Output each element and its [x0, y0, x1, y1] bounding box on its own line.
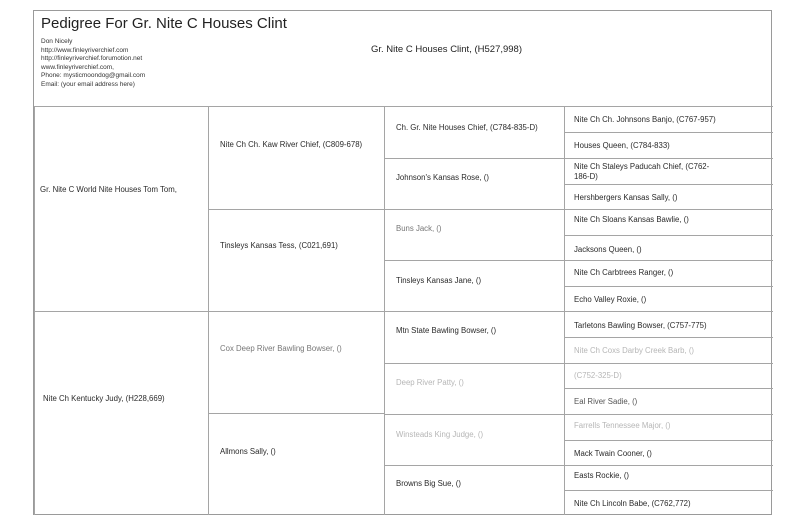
gen4-cell [564, 106, 773, 132]
gen2-name: Tinsleys Kansas Tess, (C021,691) [220, 241, 338, 250]
gen3-cell [384, 363, 564, 414]
gen4-cell [564, 363, 773, 388]
gen4-cell [564, 337, 773, 363]
dam-cell [34, 311, 208, 515]
gen4-name: Tarletons Bawling Bowser, (C757-775) [574, 321, 707, 330]
gen4-cell [564, 388, 773, 414]
gen3-cell [384, 260, 564, 311]
gen4-cell [564, 311, 773, 337]
gen4-cell [564, 184, 773, 209]
owner-website[interactable]: www.finleyriverchief.com, [41, 63, 114, 71]
gen3-name: Browns Big Sue, () [396, 479, 461, 488]
gen3-cell [384, 465, 564, 515]
gen3-name: Johnson's Kansas Rose, () [396, 173, 489, 182]
gen3-name: Ch. Gr. Nite Houses Chief, (C784-835-D) [396, 123, 538, 132]
gen4-name: Hershbergers Kansas Sally, () [574, 193, 678, 202]
gen4-name: Easts Rockie, () [574, 471, 630, 480]
owner-link[interactable]: http://www.finleyriverchief.com [41, 46, 129, 54]
gen3-cell [384, 158, 564, 209]
gen3-cell [384, 106, 564, 158]
gen4-cell [564, 465, 773, 490]
gen2-cell [208, 413, 384, 515]
gen4-name: Nite Ch Coxs Darby Creek Barb, () [574, 346, 695, 355]
gen2-name: Cox Deep River Bawling Bowser, () [220, 344, 342, 353]
gen3-name: Buns Jack, () [396, 224, 442, 233]
gen3-name: Tinsleys Kansas Jane, () [396, 276, 482, 285]
gen2-name: Allmons Sally, () [220, 447, 276, 456]
gen4-name: Nite Ch Staleys Paducah Chief, (C762- [574, 162, 710, 171]
gen4-name: Nite Ch Sloans Kansas Bawlie, () [574, 215, 689, 224]
owner-info [41, 38, 145, 90]
gen4-name: Eal River Sadie, () [574, 397, 638, 406]
gen4-cell [564, 209, 773, 235]
gen4-cell [564, 286, 773, 311]
gen4-name: Echo Valley Roxie, () [574, 295, 647, 304]
gen4-cell [564, 414, 773, 440]
gen4-cell [564, 132, 773, 158]
gen4-cell [564, 158, 773, 184]
gen4-name: Houses Queen, (C784-833) [574, 141, 670, 150]
gen4-name: Mack Twain Cooner, () [574, 449, 652, 458]
gen3-cell [384, 414, 564, 465]
sire-name: Gr. Nite C World Nite Houses Tom Tom, [40, 185, 177, 194]
dam-name: Nite Ch Kentucky Judy, (H228,669) [43, 394, 165, 403]
gen3-cell [384, 209, 564, 260]
gen4-name: Nite Ch Carbtrees Ranger, () [574, 268, 674, 277]
gen3-cell [384, 311, 564, 363]
gen2-cell [208, 311, 384, 413]
gen4-name: Nite Ch Lincoln Babe, (C762,772) [574, 499, 691, 508]
owner-name: Don Nicely [41, 38, 73, 45]
gen4-name: Farrells Tennessee Major, () [574, 421, 671, 430]
gen4-name: (C752-325-D) [574, 371, 622, 380]
gen4-name: Jacksons Queen, () [574, 245, 642, 254]
pedigree-sheet [33, 10, 772, 515]
pedigree-header [34, 11, 771, 106]
gen4-cell [564, 235, 773, 260]
gen2-cell [208, 209, 384, 311]
gen3-name: Mtn State Bawling Bowser, () [396, 326, 497, 335]
subject-dog-name: Gr. Nite C Houses Clint, (H527,998) [371, 44, 523, 55]
owner-phone: Phone: mysticmoondog@gmail.com [41, 72, 146, 80]
gen2-name: Nite Ch Ch. Kaw River Chief, (C809-678) [220, 140, 363, 149]
gen4-name: Nite Ch Ch. Johnsons Banjo, (C767-957) [574, 115, 716, 124]
gen3-name: Winsteads King Judge, () [396, 430, 484, 439]
page-title: Pedigree For Gr. Nite C Houses Clint [41, 15, 287, 32]
gen4-cell [564, 490, 773, 515]
owner-email: Email: (your email address here) [41, 80, 135, 88]
gen4-cell [564, 260, 773, 286]
gen2-cell [208, 106, 384, 209]
gen4-cell [564, 440, 773, 465]
gen4-name-cont: 186-D) [574, 172, 598, 181]
sire-cell [34, 106, 208, 311]
owner-forum-link[interactable]: http://finleyriverchief.forumotion.net [41, 55, 143, 63]
gen3-name: Deep River Patty, () [396, 378, 464, 387]
